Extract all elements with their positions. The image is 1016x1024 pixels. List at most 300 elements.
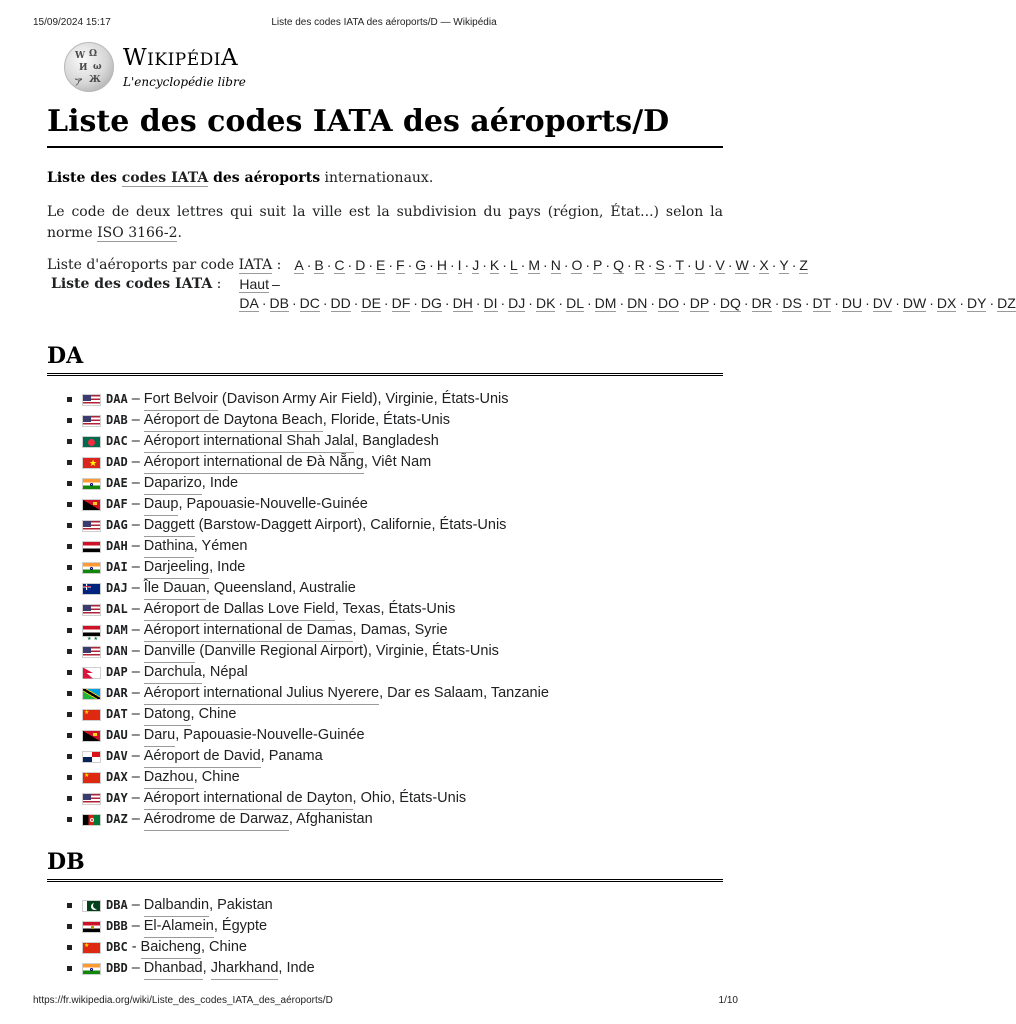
airport-link[interactable]: Dazhou bbox=[144, 767, 194, 789]
airport-link[interactable]: Danville bbox=[144, 641, 196, 663]
bullet-icon bbox=[67, 966, 72, 971]
airport-item-daf bbox=[67, 494, 727, 515]
code-separator: - bbox=[131, 939, 137, 955]
code-separator: – bbox=[131, 790, 140, 806]
nav-letters-label-text: Liste d'aéroports par code bbox=[47, 257, 239, 273]
nav-letters-label bbox=[47, 256, 281, 275]
airport-link-separator: , bbox=[202, 960, 211, 976]
nav-separator: · bbox=[520, 257, 526, 273]
nav-link-o[interactable]: O bbox=[571, 257, 583, 273]
code-separator: – bbox=[131, 517, 140, 533]
nav-link-h[interactable]: H bbox=[436, 257, 447, 273]
code-separator: – bbox=[131, 685, 140, 701]
iata-code: DAJ bbox=[106, 581, 128, 595]
airport-item-daz bbox=[67, 809, 727, 830]
airport-item-dau bbox=[67, 725, 727, 746]
flag-india-icon bbox=[82, 963, 101, 975]
code-separator: – bbox=[131, 559, 140, 575]
flag-usa-icon bbox=[82, 793, 101, 805]
iata-code: DAT bbox=[106, 707, 128, 721]
bullet-icon bbox=[67, 712, 72, 717]
nav-link-g[interactable]: G bbox=[415, 257, 427, 273]
airport-location: , Queensland, Australie bbox=[205, 580, 356, 596]
nav-link-dt[interactable]: DT bbox=[812, 295, 832, 311]
airport-location: , Panama bbox=[260, 748, 323, 764]
airport-location: , Dar es Salaam, Tanzanie bbox=[379, 685, 549, 701]
nav-link-d[interactable]: D bbox=[355, 257, 366, 273]
print-datetime: 15/09/2024 15:17 bbox=[33, 17, 111, 28]
code-separator: – bbox=[131, 897, 140, 913]
nav-link-v[interactable]: V bbox=[715, 257, 725, 273]
code-separator: – bbox=[131, 454, 140, 470]
code-separator: – bbox=[131, 601, 140, 617]
nav-row-codes bbox=[47, 275, 1016, 313]
flag-china-icon: ★ bbox=[82, 709, 101, 721]
flag-china-icon: ★ bbox=[82, 772, 101, 784]
nav-link-r[interactable]: R bbox=[634, 257, 645, 273]
nav-link-dd[interactable]: DD bbox=[330, 295, 351, 311]
flag-panama-icon bbox=[82, 751, 101, 763]
airport-location: , Inde bbox=[209, 559, 246, 575]
bullet-icon bbox=[67, 670, 72, 675]
airport-item-dar bbox=[67, 683, 727, 704]
bullet-icon bbox=[67, 945, 72, 950]
nav-separator: · bbox=[743, 295, 749, 311]
airport-location: , Papouasie-Nouvelle-Guinée bbox=[178, 496, 368, 512]
bullet-icon bbox=[67, 565, 72, 570]
airport-link[interactable]: Dalbandin bbox=[144, 895, 209, 917]
bullet-icon bbox=[67, 754, 72, 759]
nav-separator: · bbox=[558, 295, 564, 311]
airport-location: , Chine bbox=[190, 706, 237, 722]
code-separator: – bbox=[131, 538, 140, 554]
airport-link[interactable]: Aéroport international de Dayton bbox=[144, 788, 353, 810]
wikipedia-wordmark: WIKIPÉDIA bbox=[123, 44, 239, 71]
airport-link[interactable]: Aéroport international de Damas bbox=[144, 620, 353, 642]
bullet-icon bbox=[67, 924, 72, 929]
nav-haut-link[interactable]: Haut bbox=[239, 276, 269, 292]
flag-nepal-icon bbox=[82, 667, 101, 679]
nav-separator: · bbox=[528, 295, 533, 311]
nav-separator: · bbox=[774, 295, 780, 311]
nav-separator: · bbox=[667, 257, 673, 273]
nav-letters-label-end: : bbox=[272, 257, 282, 273]
airport-location: , Viêt Nam bbox=[363, 454, 432, 470]
intro-paragraph-2 bbox=[47, 202, 723, 244]
bullet-icon bbox=[67, 649, 72, 654]
bullet-icon bbox=[67, 397, 72, 402]
nav-separator: · bbox=[834, 295, 839, 311]
flag-australia-icon bbox=[82, 583, 101, 595]
nav-link-ds[interactable]: DS bbox=[782, 295, 802, 311]
region-link[interactable]: Jharkhand bbox=[211, 958, 279, 980]
nav-link-n[interactable]: N bbox=[550, 257, 561, 273]
nav-link-b[interactable]: B bbox=[314, 257, 324, 273]
nav-link-dy[interactable]: DY bbox=[967, 295, 987, 311]
nav-link-dw[interactable]: DW bbox=[902, 295, 927, 311]
airport-link[interactable]: Datong bbox=[144, 704, 191, 726]
print-page-title: Liste des codes IATA des aéroports/D — Wikipédia bbox=[271, 17, 497, 28]
code-separator: – bbox=[131, 643, 140, 659]
bullet-icon bbox=[67, 502, 72, 507]
iata-code: DBA bbox=[106, 898, 128, 912]
iata-code: DAU bbox=[106, 728, 128, 742]
iata-code: DAV bbox=[106, 749, 128, 763]
code-separator: – bbox=[131, 664, 140, 680]
nav-link-dg[interactable]: DG bbox=[420, 295, 442, 311]
iata-code: DAG bbox=[106, 518, 128, 532]
nav-link-f[interactable]: F bbox=[396, 257, 405, 273]
code-separator: – bbox=[131, 475, 140, 491]
nav-link-t[interactable]: T bbox=[675, 257, 684, 273]
code-separator: – bbox=[131, 433, 140, 449]
bullet-icon bbox=[67, 460, 72, 465]
flag-afghanistan-icon bbox=[82, 814, 101, 826]
iata-code: DAZ bbox=[106, 812, 128, 826]
nav-separator: · bbox=[322, 295, 328, 311]
airport-location: (Barstow-Daggett Airport), Californie, États-Unis bbox=[194, 517, 507, 533]
nav-link-du[interactable]: DU bbox=[841, 295, 863, 311]
airport-list-db bbox=[67, 895, 727, 979]
airport-item-dae bbox=[67, 473, 727, 494]
intro-prefix: Liste des bbox=[47, 170, 122, 186]
airport-item-dal bbox=[67, 599, 727, 620]
flag-syria-icon: ★★ bbox=[82, 625, 101, 637]
iata-code: DBC bbox=[106, 940, 128, 954]
wikipedia-tagline: L'encyclopédie libre bbox=[123, 74, 246, 89]
nav-link-dq[interactable]: DQ bbox=[719, 295, 741, 311]
nav-separator: · bbox=[771, 257, 777, 273]
code-separator: – bbox=[131, 412, 140, 428]
code-separator: – bbox=[131, 727, 140, 743]
nav-separator: · bbox=[929, 295, 934, 311]
nav-separator: · bbox=[804, 295, 810, 311]
nav-separator: · bbox=[353, 295, 359, 311]
iata-code: DAM bbox=[106, 623, 128, 637]
nav-separator: · bbox=[429, 257, 434, 273]
iata-code: DAC bbox=[106, 434, 128, 448]
airport-item-dam bbox=[67, 620, 727, 641]
nav-separator: · bbox=[682, 295, 687, 311]
nav-separator: · bbox=[413, 295, 418, 311]
airport-link[interactable]: Aéroport international Julius Nyerere bbox=[144, 683, 379, 705]
nav-letters-links bbox=[281, 256, 808, 275]
nav-separator: · bbox=[727, 257, 733, 273]
nav-link-dn[interactable]: DN bbox=[627, 295, 648, 311]
intro-p2-end: . bbox=[177, 225, 182, 241]
code-separator: – bbox=[131, 811, 140, 827]
airport-location: , Inde bbox=[201, 475, 239, 491]
print-url: https://fr.wikipedia.org/wiki/Liste_des_codes_IATA_des_aéroports/D bbox=[33, 995, 333, 1006]
airport-location: , Texas, États-Unis bbox=[334, 601, 456, 617]
nav-row-letters bbox=[47, 256, 808, 275]
nav-separator: · bbox=[475, 295, 481, 311]
nav-link-dc[interactable]: DC bbox=[299, 295, 320, 311]
nav-link-dv[interactable]: DV bbox=[872, 295, 893, 311]
airport-item-dai bbox=[67, 557, 727, 578]
nav-link-j[interactable]: J bbox=[472, 257, 480, 273]
airport-location: (Davison Army Air Field), Virginie, États-Unis bbox=[217, 391, 509, 407]
airport-link[interactable]: Île Dauan bbox=[144, 578, 206, 600]
flag-india-icon bbox=[82, 478, 101, 490]
airport-item-daa bbox=[67, 389, 727, 410]
airport-item-daj bbox=[67, 578, 727, 599]
nav-codes-label bbox=[47, 275, 221, 313]
nav-separator: · bbox=[959, 295, 965, 311]
code-separator: – bbox=[131, 391, 140, 407]
nav-separator: · bbox=[464, 257, 470, 273]
nav-link-dx[interactable]: DX bbox=[936, 295, 957, 311]
nav-link-dk[interactable]: DK bbox=[535, 295, 556, 311]
airport-item-dbd bbox=[67, 958, 727, 979]
nav-link-x[interactable]: X bbox=[759, 257, 769, 273]
airport-location: , Chine bbox=[193, 769, 240, 785]
nav-separator: · bbox=[388, 257, 394, 273]
intro-p2-text: Le code de deux lettres qui suit la ville est la subdivision du pays (région, État...) selon la norme bbox=[47, 204, 723, 241]
nav-link-de[interactable]: DE bbox=[361, 295, 381, 311]
code-separator: – bbox=[131, 580, 140, 596]
iata-code: DAN bbox=[106, 644, 128, 658]
nav-link-dz[interactable]: DZ bbox=[997, 295, 1016, 311]
airport-link[interactable]: Aéroport de David bbox=[144, 746, 261, 768]
iata-code: DAA bbox=[106, 392, 128, 406]
nav-separator: · bbox=[895, 295, 900, 311]
airport-item-dag bbox=[67, 515, 727, 536]
flag-china-icon: ★ bbox=[82, 942, 101, 954]
nav-link-p[interactable]: P bbox=[593, 257, 603, 273]
airport-link[interactable]: Dathina bbox=[144, 536, 194, 558]
airport-item-dad bbox=[67, 452, 727, 473]
print-page-number: 1/10 bbox=[718, 995, 738, 1006]
bullet-icon bbox=[67, 418, 72, 423]
code-separator: – bbox=[131, 706, 140, 722]
airport-link[interactable]: El-Alamein bbox=[144, 916, 214, 938]
flag-usa-icon bbox=[82, 520, 101, 532]
wikipedia-globe-icon: W Ω И ω ア Ж bbox=[64, 42, 114, 92]
nav-separator: · bbox=[291, 295, 297, 311]
bullet-icon bbox=[67, 481, 72, 486]
nav-separator: · bbox=[605, 257, 611, 273]
flag-india-icon bbox=[82, 562, 101, 574]
airport-link[interactable]: Darjeeling bbox=[144, 557, 209, 579]
nav-link-dr[interactable]: DR bbox=[751, 295, 772, 311]
flag-usa-icon bbox=[82, 415, 101, 427]
bullet-icon bbox=[67, 691, 72, 696]
code-separator: – bbox=[131, 960, 140, 976]
bullet-icon bbox=[67, 817, 72, 822]
nav-link-u[interactable]: U bbox=[694, 257, 705, 273]
airport-item-dac bbox=[67, 431, 727, 452]
airport-item-dab bbox=[67, 410, 727, 431]
nav-separator: · bbox=[687, 257, 692, 273]
flag-usa-icon bbox=[82, 604, 101, 616]
airport-item-dan bbox=[67, 641, 727, 662]
nav-link-dm[interactable]: DM bbox=[594, 295, 617, 311]
intro-suffix: internationaux. bbox=[320, 170, 434, 186]
airport-location: , Égypte bbox=[213, 918, 268, 934]
nav-separator: · bbox=[449, 257, 455, 273]
airport-item-dah bbox=[67, 536, 727, 557]
airport-link[interactable]: Daggett bbox=[144, 515, 195, 537]
nav-separator: · bbox=[791, 257, 797, 273]
iata-code: DAL bbox=[106, 602, 128, 616]
airport-location: , Inde bbox=[278, 960, 315, 976]
nav-separator: · bbox=[383, 295, 389, 311]
nav-link-dj[interactable]: DJ bbox=[508, 295, 526, 311]
airport-location: , Floride, États-Unis bbox=[322, 412, 451, 428]
iata-code: DAY bbox=[106, 791, 128, 805]
iata-code: DAP bbox=[106, 665, 128, 679]
flag-usa-icon bbox=[82, 394, 101, 406]
nav-link-c[interactable]: C bbox=[334, 257, 345, 273]
airport-location: , Népal bbox=[201, 664, 248, 680]
code-separator: – bbox=[131, 622, 140, 638]
nav-link-s[interactable]: S bbox=[655, 257, 665, 273]
wikipedia-logo[interactable] bbox=[64, 42, 246, 92]
code-separator: – bbox=[131, 748, 140, 764]
nav-link-i[interactable]: I bbox=[457, 257, 462, 273]
airport-item-day bbox=[67, 788, 727, 809]
bullet-icon bbox=[67, 439, 72, 444]
iata-code: DAE bbox=[106, 476, 128, 490]
flag-yemen-icon bbox=[82, 541, 101, 553]
airport-link[interactable]: Baicheng bbox=[141, 937, 201, 959]
bullet-icon bbox=[67, 523, 72, 528]
airport-item-dbb bbox=[67, 916, 727, 937]
nav-separator: · bbox=[563, 257, 569, 273]
nav-codes-links bbox=[221, 275, 1015, 313]
nav-separator: · bbox=[482, 257, 487, 273]
airport-link[interactable]: Darchula bbox=[144, 662, 202, 684]
flag-png-icon bbox=[82, 499, 101, 511]
nav-codes-label-end: : bbox=[212, 276, 222, 292]
code-separator: – bbox=[131, 769, 140, 785]
flag-png-icon bbox=[82, 730, 101, 742]
airport-link[interactable]: Aéroport de Daytona Beach bbox=[144, 410, 323, 432]
airport-item-dbc bbox=[67, 937, 727, 958]
intro-text bbox=[47, 168, 723, 244]
nav-link-dh[interactable]: DH bbox=[452, 295, 473, 311]
airport-location: , Chine bbox=[201, 939, 247, 955]
nav-separator: · bbox=[707, 257, 713, 273]
bullet-icon bbox=[67, 586, 72, 591]
airport-item-dap bbox=[67, 662, 727, 683]
iata-code: DAR bbox=[106, 686, 128, 700]
nav-separator: · bbox=[619, 295, 625, 311]
nav-separator: · bbox=[587, 295, 592, 311]
flag-usa-icon bbox=[82, 646, 101, 658]
code-separator: – bbox=[131, 918, 140, 934]
airport-location: , Afghanistan bbox=[288, 811, 373, 827]
nav-link-w[interactable]: W bbox=[735, 257, 749, 273]
navigation-box bbox=[47, 256, 1016, 313]
nav-iata-link[interactable]: IATA bbox=[238, 257, 273, 273]
iso-3166-2-link[interactable]: ISO 3166-2 bbox=[97, 225, 178, 241]
flag-tanzania-icon bbox=[82, 688, 101, 700]
nav-separator: · bbox=[751, 257, 757, 273]
nav-link-db[interactable]: DB bbox=[269, 295, 289, 311]
nav-link-q[interactable]: Q bbox=[613, 257, 624, 273]
airport-location: , Ohio, États-Unis bbox=[352, 790, 467, 806]
airport-location: , Papouasie-Nouvelle-Guinée bbox=[175, 727, 365, 743]
airport-item-dat bbox=[67, 704, 727, 725]
airport-item-dav bbox=[67, 746, 727, 767]
airport-link[interactable]: Dhanbad bbox=[144, 958, 203, 980]
iata-code: DBD bbox=[106, 961, 128, 975]
bullet-icon bbox=[67, 903, 72, 908]
bullet-icon bbox=[67, 775, 72, 780]
bullet-icon bbox=[67, 628, 72, 633]
nav-codes-label-text: Liste des codes IATA bbox=[51, 276, 213, 292]
nav-link-di[interactable]: DI bbox=[483, 295, 498, 311]
nav-link-dl[interactable]: DL bbox=[566, 295, 584, 311]
nav-separator: · bbox=[865, 295, 870, 311]
nav-separator: · bbox=[407, 257, 413, 273]
page-title: Liste des codes IATA des aéroports/D bbox=[47, 104, 723, 148]
nav-separator: · bbox=[712, 295, 717, 311]
airport-link[interactable]: Aéroport international de Đà Nẵng bbox=[144, 452, 364, 474]
airport-link[interactable]: Fort Belvoir bbox=[144, 389, 218, 411]
bullet-icon bbox=[67, 733, 72, 738]
codes-iata-link[interactable]: codes IATA bbox=[121, 170, 209, 186]
code-separator: – bbox=[131, 496, 140, 512]
airport-link[interactable]: Daparizo bbox=[144, 473, 202, 495]
airport-link[interactable]: Daup bbox=[144, 494, 179, 516]
iata-code: DAH bbox=[106, 539, 128, 553]
intro-mid: des aéroports bbox=[208, 170, 321, 186]
airport-location: , Yémen bbox=[193, 538, 248, 554]
nav-separator: · bbox=[261, 295, 267, 311]
airport-location: , Damas, Syrie bbox=[352, 622, 448, 638]
nav-separator: · bbox=[444, 295, 450, 311]
flag-pakistan-icon bbox=[82, 900, 101, 912]
airport-location: , Pakistan bbox=[209, 897, 273, 913]
nav-separator: · bbox=[585, 257, 591, 273]
iata-code: DAX bbox=[106, 770, 128, 784]
nav-link-da[interactable]: DA bbox=[239, 295, 259, 311]
airport-item-dax bbox=[67, 767, 727, 788]
airport-link[interactable]: Aéroport international Shah Jalal bbox=[144, 431, 354, 453]
nav-link-k[interactable]: K bbox=[489, 257, 500, 273]
flag-bangladesh-icon bbox=[82, 436, 101, 448]
nav-separator: · bbox=[989, 295, 995, 311]
bullet-icon bbox=[67, 796, 72, 801]
airport-link[interactable]: Aéroport de Dallas Love Field bbox=[144, 599, 335, 621]
nav-separator: · bbox=[347, 257, 353, 273]
airport-link[interactable]: Aérodrome de Darwaz bbox=[144, 809, 289, 831]
airport-item-dba bbox=[67, 895, 727, 916]
nav-separator: · bbox=[500, 295, 506, 311]
nav-link-a[interactable]: A bbox=[294, 257, 304, 273]
nav-separator: · bbox=[368, 257, 374, 273]
nav-link-m[interactable]: M bbox=[528, 257, 541, 273]
nav-link-dp[interactable]: DP bbox=[689, 295, 710, 311]
nav-link-y[interactable]: Y bbox=[779, 257, 789, 273]
iata-code: DAB bbox=[106, 413, 128, 427]
nav-link-df[interactable]: DF bbox=[391, 295, 411, 311]
nav-link-l[interactable]: L bbox=[509, 257, 518, 273]
nav-dash: – bbox=[271, 276, 280, 292]
iata-code: DAI bbox=[106, 560, 128, 574]
airport-list-da bbox=[67, 389, 727, 830]
nav-link-e[interactable]: E bbox=[376, 257, 386, 273]
nav-link-z[interactable]: Z bbox=[799, 257, 808, 273]
iata-code: DBB bbox=[106, 919, 128, 933]
nav-link-do[interactable]: DO bbox=[658, 295, 680, 311]
section-heading-db: DB bbox=[47, 849, 723, 882]
airport-link[interactable]: Daru bbox=[144, 725, 175, 747]
iata-code: DAD bbox=[106, 455, 128, 469]
